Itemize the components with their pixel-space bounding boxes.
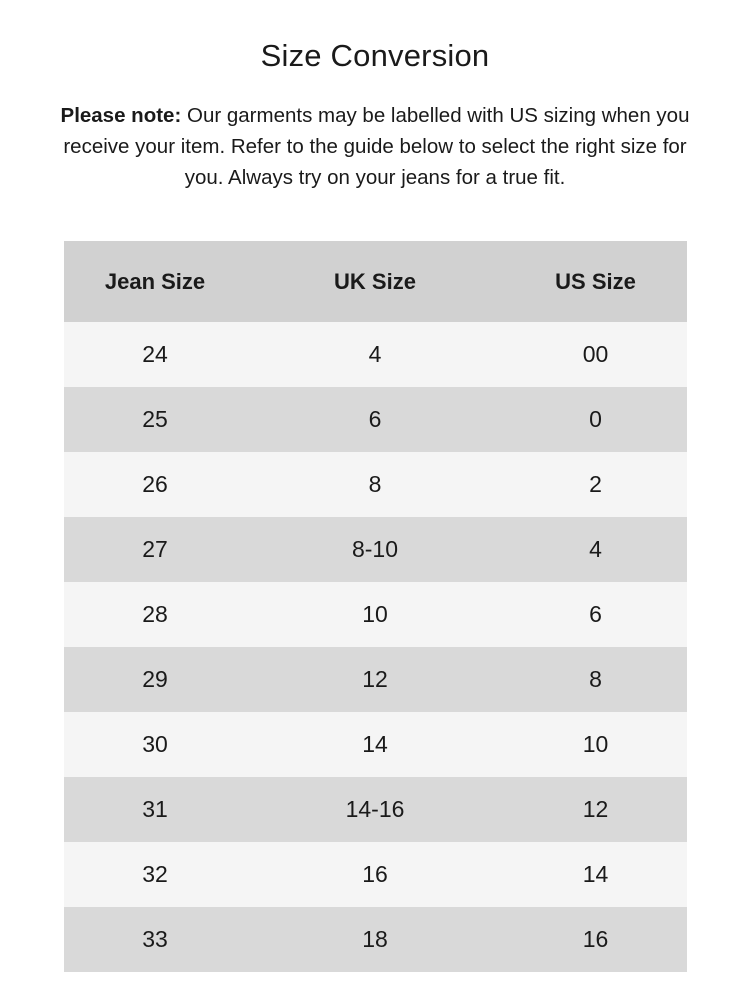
table-row (64, 387, 687, 452)
table-row (64, 842, 687, 907)
cell-jean-size: 27 (64, 517, 246, 582)
cell-us-size: 12 (504, 777, 687, 842)
cell-us-size: 16 (504, 907, 687, 972)
cell-us-size: 4 (504, 517, 687, 582)
table-row (64, 907, 687, 972)
cell-us-size: 6 (504, 582, 687, 647)
header-us-size: US Size (504, 241, 687, 322)
cell-uk-size: 14 (246, 712, 504, 777)
table-header-row (64, 241, 687, 322)
table-row (64, 777, 687, 842)
cell-uk-size: 6 (246, 387, 504, 452)
cell-uk-size: 10 (246, 582, 504, 647)
cell-jean-size: 28 (64, 582, 246, 647)
cell-us-size: 10 (504, 712, 687, 777)
page-title: Size Conversion (260, 38, 490, 73)
cell-jean-size: 33 (64, 907, 246, 972)
cell-us-size: 0 (504, 387, 687, 452)
cell-us-size: 2 (504, 452, 687, 517)
header-jean-size: Jean Size (64, 241, 246, 322)
table-row (64, 712, 687, 777)
cell-uk-size: 12 (246, 647, 504, 712)
cell-uk-size: 14-16 (246, 777, 504, 842)
cell-jean-size: 29 (64, 647, 246, 712)
header-uk-size: UK Size (246, 241, 504, 322)
cell-jean-size: 26 (64, 452, 246, 517)
table-row (64, 517, 687, 582)
cell-jean-size: 30 (64, 712, 246, 777)
table-row (64, 322, 687, 387)
table-row (64, 582, 687, 647)
size-conversion-table (64, 241, 687, 972)
sizing-note (50, 100, 700, 193)
cell-jean-size: 32 (64, 842, 246, 907)
cell-uk-size: 18 (246, 907, 504, 972)
note-text: Our garments may be labelled with US sizing when you receive your item. Refer to the guide below to select the right size for you. Always try on your jeans for a true fit. (63, 104, 690, 189)
cell-jean-size: 31 (64, 777, 246, 842)
cell-us-size: 14 (504, 842, 687, 907)
cell-uk-size: 8-10 (246, 517, 504, 582)
cell-jean-size: 24 (64, 322, 246, 387)
cell-us-size: 00 (504, 322, 687, 387)
table-row (64, 452, 687, 517)
cell-jean-size: 25 (64, 387, 246, 452)
cell-uk-size: 4 (246, 322, 504, 387)
note-prefix: Please note: (60, 104, 182, 127)
cell-uk-size: 16 (246, 842, 504, 907)
cell-us-size: 8 (504, 647, 687, 712)
table-row (64, 647, 687, 712)
cell-uk-size: 8 (246, 452, 504, 517)
